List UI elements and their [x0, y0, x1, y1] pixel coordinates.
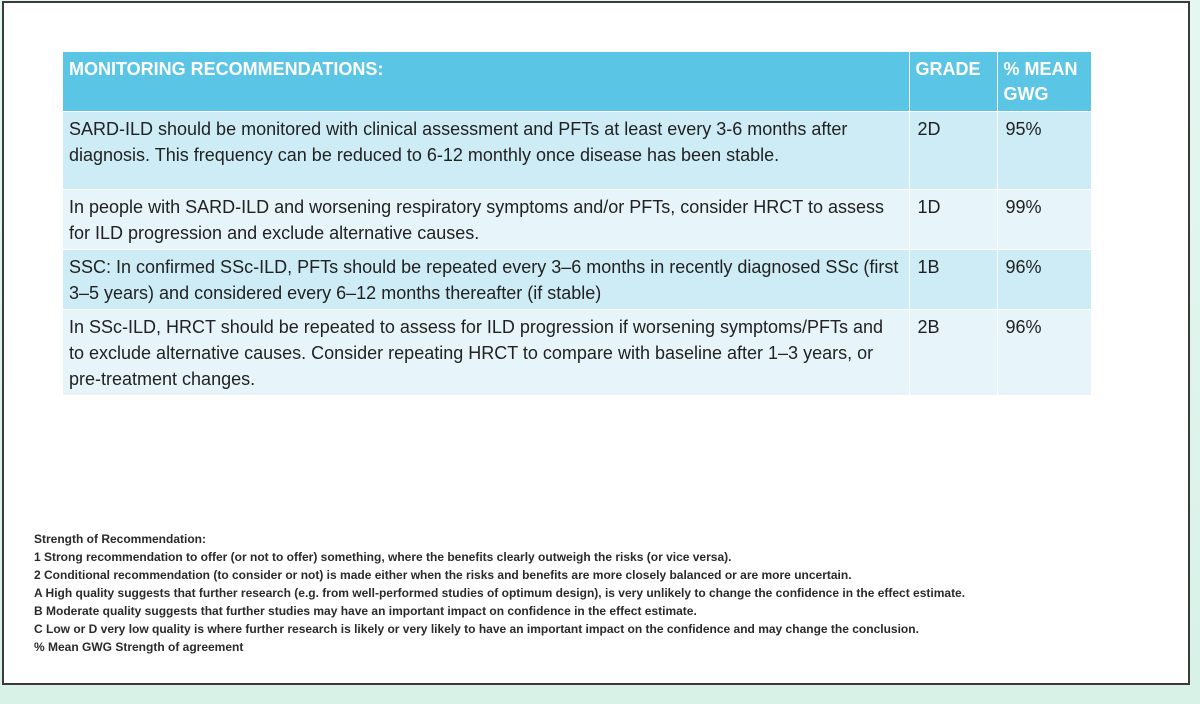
legend-title: Strength of Recommendation:	[34, 532, 207, 546]
legend-line: 2 Conditional recommendation (to consider or not) is made either when the risks and benefits are more closely balanced or are more uncertain.	[34, 568, 852, 582]
grade-value: 2B	[909, 310, 997, 396]
legend-line: A High quality suggests that further research (e.g. from well-performed studies of optimum design), is very unlikely to change the confidence in the effect estimate.	[34, 586, 966, 600]
recommendation-text: In people with SARD-ILD and worsening respiratory symptoms and/or PFTs, consider HRCT to assess for ILD progression and exclude alternative causes.	[63, 190, 909, 250]
table-row	[63, 112, 1091, 190]
mean-gwg-value: 96%	[997, 310, 1091, 396]
grade-value: 1B	[909, 250, 997, 310]
monitoring-recommendations-table	[63, 52, 1091, 395]
header-grade: GRADE	[909, 52, 997, 112]
header-recommendation: MONITORING RECOMMENDATIONS:	[63, 52, 909, 112]
legend-line: 1 Strong recommendation to offer (or not to offer) something, where the benefits clearly outweigh the risks (or vice versa).	[34, 550, 732, 564]
grade-value: 1D	[909, 190, 997, 250]
header-mean-gwg: % MEAN GWG	[997, 52, 1091, 112]
table-row	[63, 310, 1091, 396]
recommendation-text: In SSc-ILD, HRCT should be repeated to assess for ILD progression if worsening symptoms/PFTs and to exclude alternative causes. Consider repeating HRCT to compare with baseline after 1–3 years, or pre-treatment changes.	[63, 310, 909, 396]
table-row	[63, 250, 1091, 310]
mean-gwg-value: 96%	[997, 250, 1091, 310]
table-row	[63, 190, 1091, 250]
mean-gwg-value: 99%	[997, 190, 1091, 250]
legend-line: % Mean GWG Strength of agreement	[34, 640, 244, 654]
strength-of-recommendation-legend	[34, 530, 1154, 656]
table-header-row	[63, 52, 1091, 112]
mean-gwg-value: 95%	[997, 112, 1091, 190]
legend-line: C Low or D very low quality is where further research is likely or very likely to have an important impact on the confidence and may change the conclusion.	[34, 622, 919, 636]
slide	[2, 1, 1190, 685]
legend-line: B Moderate quality suggests that further studies may have an important impact on confidence in the effect estimate.	[34, 604, 697, 618]
recommendation-text: SSC: In confirmed SSc-ILD, PFTs should be repeated every 3–6 months in recently diagnosed SSc (first 3–5 years) and considered every 6–12 months thereafter (if stable)	[63, 250, 909, 310]
recommendation-text: SARD-ILD should be monitored with clinical assessment and PFTs at least every 3-6 months after diagnosis. This frequency can be reduced to 6-12 monthly once disease has been stable.	[63, 112, 909, 190]
grade-value: 2D	[909, 112, 997, 190]
